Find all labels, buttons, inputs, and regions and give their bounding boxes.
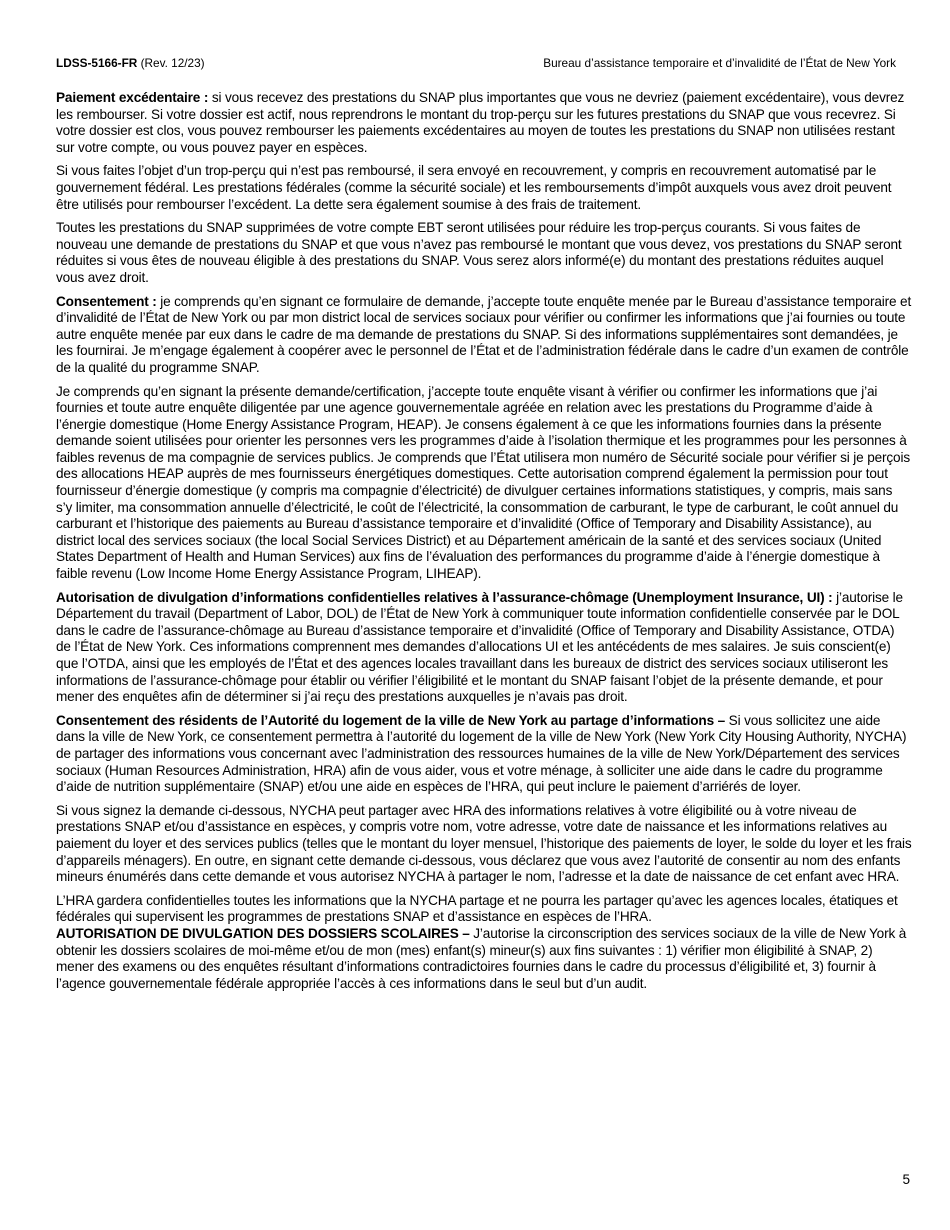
overpayment-paragraph-1 [56,90,912,156]
overpayment-paragraph-2: Si vous faites l’objet d’un trop-perçu qui n’est pas remboursé, il sera envoyé en recouvrement, y compris en recouvrement automatisé par le gouvernement fédéral. Les prestations fédérales (comme la sécurité sociale) et les remboursements d’impôt auxquels vous avez droit peuvent être utilisés pour rembourser l’excédent. La dette sera également soumise à des frais de traitement. [56,163,892,212]
form-code: LDSS-5166-FR [56,56,138,70]
overpayment-text-1: si vous recevez des prestations du SNAP plus importantes que vous ne devriez (paiement excédentaire), vous devrez les rembourser. Si votre dossier est actif, nous reprendrons le montant du trop-perçu sur les futures prestations du SNAP que vous recevrez. Si votre dossier est clos, vous pouvez rembourser les paiements excédentaires au moyen de toutes les prestations du SNAP non utilisées restant sur votre compte, ou vous pouvez payer en espèces. [56,90,905,155]
nycha-paragraph-3: L’HRA gardera confidentielles toutes les informations que la NYCHA partage et ne pourra les partager qu’avec les agences locales, étatiques et fédérales qui supervisent les programmes de prestations SNAP et d’assistance en espèces de l’HRA. [56,892,898,925]
agency-name: Bureau d’assistance temporaire et d’invalidité de l’État de New York [543,56,896,70]
page-number: 5 [902,1172,910,1187]
document-body [56,90,912,992]
overpayment-paragraph-3: Toutes les prestations du SNAP supprimées de votre compte EBT seront utilisées pour réduire les trop-perçus courants. Si vous faites de nouveau une demande de prestations du SNAP et que vous n’avez pas remboursé le montant que vous devez, vos prestations du SNAP seront réduites si vous êtes de nouveau éligible à des prestations du SNAP. Vous serez alors informé(e) du montant des prestations réduites auquel vous avez droit. [56,220,902,285]
ui-paragraph [56,590,912,706]
overpayment-heading: Paiement excédentaire : [56,90,209,105]
school-records-text: J’autorise la circonscription des services sociaux de la ville de New York à obtenir les dossiers scolaires de moi-même et/ou de mon (mes) enfant(s) mineur(s) aux fins suivantes : 1) vérifier mon éligibilité à SNAP, 2) mener des examens ou des enquêtes résultant d’informations contradictoires fournies dans le cadre du processus d’éligibilité et, 3) fournir à l’agence gouvernementale fédérale appropriée l’accès à ces informations dans le seul but d’un audit. [56,925,907,991]
page-header [56,56,896,70]
form-revision: (Rev. 12/23) [137,56,205,70]
nycha-text-1: Si vous sollicitez une aide dans la ville de New York, ce consentement permettra à l’autorité du logement de la ville de New York (New York City Housing Authority, NYCHA) de partager des informations vous concernant avec l’administration des ressources humaines de la ville de New York/Département des services sociaux (Human Resources Administration, HRA) afin de vous aider, vous et votre ménage, à solliciter une aide dans le cadre du programme d’aide de nutrition supplémentaire (SNAP) et/ou une aide en espèces de l’HRA, qui peut inclure le paiement d’arriérés de loyer. [56,712,907,795]
ui-text: j’autorise le Département du travail (Department of Labor, DOL) de l’État de New York à communiquer toute information confidentielle conservée par le DOL dans le cadre de l’assurance-chômage au Bureau d’assistance temporaire et d’invalidité (Office of Temporary and Disability Assistance, OTDA) de l’État de New York. Ces informations comprennent mes demandes d’allocations UI et les antécédents de mes salaires. Je suis conscient(e) que l’OTDA, ainsi que les employés de l’État et des agences locales travaillant dans les bureaux de district des services sociaux utiliseront les informations de l’assurance-chômage pour établir ou vérifier l’éligibilité et le montant du SNAP faisant l’objet de la présente demande, et pour mener des enquêtes afin de déterminer si j’ai reçu des prestations auxquelles je n’avais pas droit. [56,589,903,705]
nycha-paragraph-2: Si vous signez la demande ci-dessous, NYCHA peut partager avec HRA des informations relatives à votre éligibilité ou à votre niveau de prestations SNAP et/ou d’assistance en espèces, y compris votre nom, votre adresse, votre date de naissance et les informations relatives au paiement du loyer et des services publics (telles que le montant du loyer mensuel, l’historique des paiements de loyer, le solde du loyer et les frais d’appareils ménagers). En outre, en signant cette demande ci-dessous, vous déclarez que vous avez l’autorité de consentir au nom des enfants mineurs énumérés dans cette demande et vous autorisez NYCHA à partager le nom, l’adresse et la date de naissance de cet enfant avec HRA. [56,802,912,885]
school-records-paragraph [56,926,912,992]
nycha-heading: Consentement des résidents de l’Autorité du logement de la ville de New York au partage d’informations – [56,712,726,728]
nycha-paragraph-1 [56,713,912,796]
form-identifier [56,56,205,70]
ui-heading: Autorisation de divulgation d’informations confidentielles relatives à l’assurance-chômage (Unemployment Insurance, UI) : [56,589,833,605]
consent-paragraph-1 [56,294,912,377]
school-records-heading: AUTORISATION DE DIVULGATION DES DOSSIERS SCOLAIRES – [56,925,470,941]
consent-text-1: je comprends qu’en signant ce formulaire de demande, j’accepte toute enquête menée par le Bureau d’assistance temporaire et d’invalidité de l’État de New York ou par mon district local de services sociaux pour vérifier ou confirmer les informations que j’ai fournies ou toute autre enquête menée par eux dans le cadre de ma demande de prestations du SNAP. Si des informations supplémentaires sont demandées, je les fournirai. Je m’engage également à coopérer avec le personnel de l’État et de l’administration fédérale dans le cadre d’un examen de contrôle de la qualité du programme SNAP. [56,293,912,375]
document-page [56,56,912,999]
consent-heading: Consentement : [56,293,157,309]
consent-paragraph-2: Je comprends qu’en signant la présente demande/certification, j’accepte toute enquête visant à vérifier ou confirmer les informations que j’ai fournies et toute autre enquête diligentée par une agence gouvernementale agréée en relation avec les prestations du Programme d’aide à l’énergie domestique (Home Energy Assistance Program, HEAP). Je consens également à ce que les informations fournies dans la présente demande soient utilisées pour orienter les personnes vers les programmes d’aide à l’isolation thermique et les programmes pour les personnes à faibles revenus de ma compagnie de services publics. Je comprends que l’État utilisera mon numéro de Sécurité sociale pour vérifier si je perçois des allocations HEAP auprès de mes fournisseurs énergétiques domestiques. Cette autorisation comprend également la permission pour tout fournisseur d’énergie domestique (y compris ma compagnie d’électricité) de divulguer certaines informations statistiques, y compris, mais sans s’y limiter, ma consommation annuelle d’électricité, le coût de l’électricité, la consommation de carburant, le type de carburant, le coût annuel du carburant et l’historique des paiements au Bureau d’assistance temporaire et d’invalidité (Office of Temporary and Disability Assistance), au district local des services sociaux (the local Social Services District) et au Département américain de la santé et des services sociaux (United States Department of Health and Human Services) aux fins de l’évaluation des performances du programme d’aide à l’énergie domestique à faible revenu (Low Income Home Energy Assistance Program, LIHEAP). [56,383,910,582]
